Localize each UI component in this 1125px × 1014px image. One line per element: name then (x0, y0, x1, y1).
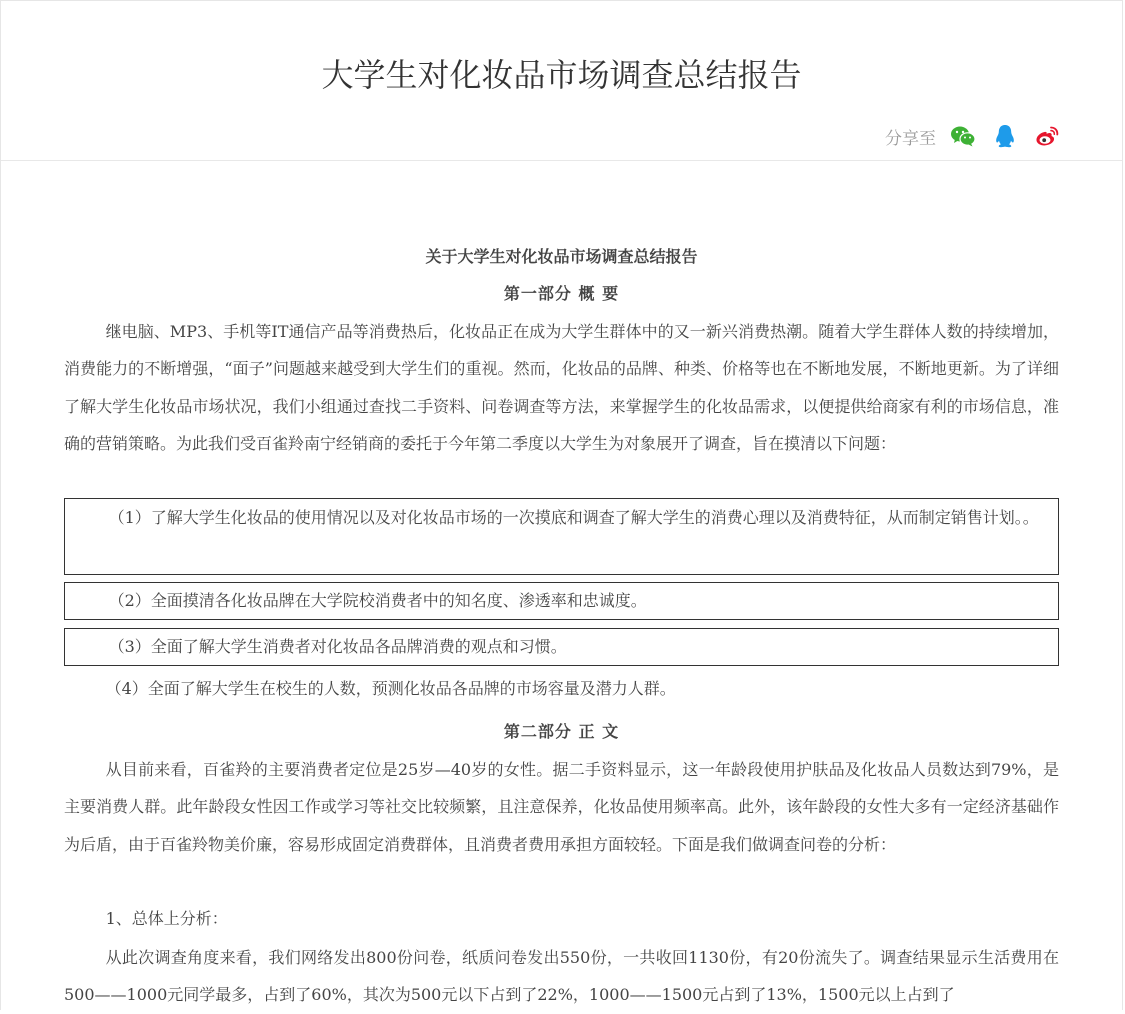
share-bar (885, 122, 1060, 150)
list-item-4: （4）全面了解大学生在校生的人数，预测化妆品各品牌的市场容量及潜力人群。 (105, 679, 676, 698)
list-item-3: （3）全面了解大学生消费者对化妆品各品牌消费的观点和习惯。 (64, 628, 1059, 666)
share-label: 分享至 (885, 128, 936, 149)
page-title: 大学生对化妆品市场调查总结报告 (321, 56, 802, 94)
paragraph-overview: 继电脑、MP3、手机等IT通信产品等消费热后，化妆品正在成为大学生群体中的又一新兴消费热潮。随着大学生群体人数的持续增加，消费能力的不断增强，“面子”问题越来越受到大学生们的重视。然而，化妆品的品牌、种类、价格等也在不断地发展，不断地更新。为了详细了解大学生化妆品市场状况，我们小组通过查找二手资料、问卷调查等方法，来掌握学生的化妆品需求，以便提供给商家有利的市场信息，准确的营销策略。为此我们受百雀羚南宁经销商的委托于今年第二季度以大学生为对象展开了调查，旨在摸清以下问题： (64, 322, 1059, 454)
paragraph-main: 从目前来看，百雀羚的主要消费者定位是25岁—40岁的女性。据二手资料显示，这一年龄段使用护肤品及化妆品人员数达到79%，是主要消费人群。此年龄段女性因工作或学习等社交比较频繁，且注意保养，化妆品使用频率高。此外，该年龄段的女性大多有一定经济基础作为后盾，由于百雀羚物美价廉，容易形成固定消费群体，且消费者费用承担方面较轻。下面是我们做调查问卷的分析： (64, 760, 1059, 854)
subsection-heading: 1、总体上分析： (105, 909, 228, 928)
qq-icon[interactable] (992, 123, 1018, 149)
paragraph-analysis: 从此次调查角度来看，我们网络发出800份问卷，纸质问卷发出550份，一共收回1130份，有20份流失了。调查结果显示生活费用在500——1000元同学最多，占到了60%，其次为500元以下占到了22%，1000——1500元占到了13%，1500元以上占到了 (64, 948, 1059, 1005)
weibo-icon[interactable] (1034, 123, 1060, 149)
article-header (1, 1, 1122, 161)
part2-heading: 第二部分 正 文 (503, 722, 620, 741)
part1-heading: 第一部分 概 要 (503, 284, 620, 303)
list-item-2: （2）全面摸清各化妆品牌在大学院校消费者中的知名度、渗透率和忠诚度。 (64, 582, 1059, 620)
wechat-icon[interactable] (950, 123, 976, 149)
document-title: 关于大学生对化妆品市场调查总结报告 (425, 247, 698, 266)
list-item-1: （1）了解大学生化妆品的使用情况以及对化妆品市场的一次摸底和调查了解大学生的消费心理以及消费特征，从而制定销售计划。。 (64, 498, 1059, 575)
